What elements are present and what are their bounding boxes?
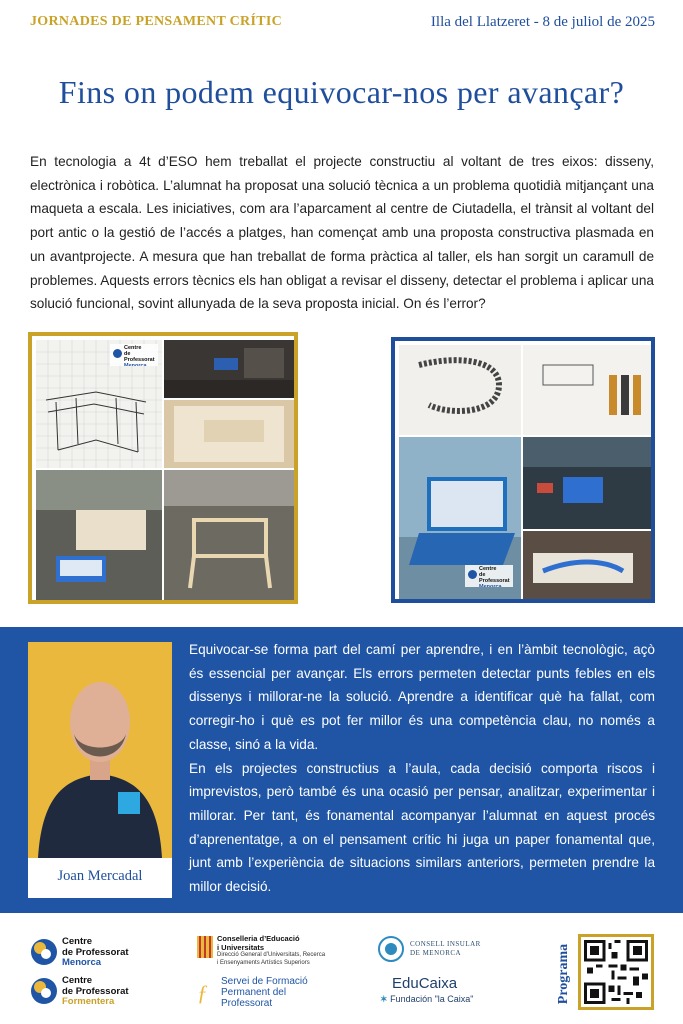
model-track-photo xyxy=(523,531,651,599)
balearic-shield-icon xyxy=(197,936,213,958)
wood-photo xyxy=(164,400,294,468)
sfpp-icon: ƒ xyxy=(197,980,208,1005)
cep-formentera-line2: de Professorat xyxy=(62,985,129,997)
header xyxy=(30,14,655,36)
author-card xyxy=(28,642,172,898)
parking-sketch-photo xyxy=(523,345,651,435)
cep-menorca-logo xyxy=(30,936,140,970)
workshop-photo xyxy=(36,470,162,600)
sfpp-line1: Servei de Formació xyxy=(221,976,308,987)
watermark-line3: Menorca xyxy=(124,363,147,366)
reflection-text xyxy=(189,638,655,899)
conselleria-line3: Direcció General d’Universitats, Recerca xyxy=(217,952,326,958)
author-name: Joan Mercadal xyxy=(57,868,143,884)
conselleria-line1: Conselleria d’Educació xyxy=(217,934,300,943)
place-date: Illa del Llatzeret - 8 de juliol de 2025 xyxy=(430,14,655,30)
consell-emblem-icon xyxy=(378,936,404,962)
electronics-photo xyxy=(523,437,651,529)
cep-formentera-line1: Centre xyxy=(62,975,93,986)
programa-text: Programa xyxy=(556,943,571,1005)
watermark2-line1: Centre xyxy=(479,566,497,572)
left-photo-collage xyxy=(28,332,298,604)
intro-paragraph: En tecnologia a 4t d’ESO hem treballat el projecte constructiu al voltant de tres eixos: disseny, electrònica i robòtica. L’alumnat ha proposat una solució tècnica a un problema quotidià mitjançant una maqueta a escala. Les iniciatives, com ara l’aparcament al centre de Ciutadella, el trànsit al voltant del port antic o la gestió de l’accés a platges, han començat amb una proposta constructiva plasmada en un avantprojecte. A mesura que han treballat de forma pràctica al taller, els han sorgit un caramull de problemes. Aquests errors tècnics els han obligat a revisar el disseny, detectar el problema i aplicar una solució funcional, sovint allunyada de la seva proposta inicial. On és l’error? xyxy=(30,154,654,312)
cep-formentera-line3: Formentera xyxy=(62,996,115,1007)
conselleria-line2: i Universitats xyxy=(217,943,265,952)
event-name: JORNADES DE PENSAMENT CRÍTIC xyxy=(30,14,283,29)
fundacio-logo xyxy=(380,994,500,1008)
reflection-paragraph-2: En els projectes constructius a l’aula, cada decisió comporta riscos i imprevistos, però també és una ocasió per pensar, analitzar, experimentar i millorar. Per tant, és fonamental acompanyar l’alumnat en aquest procés d’aprenentatge, a on el pensament crític hi juga un paper fonamental que, junt amb l’experiència de situacions similars anteriors, permeten prendre la millor decisió. xyxy=(189,760,655,895)
collage-watermark-2 xyxy=(465,565,513,587)
model-frame-photo xyxy=(164,470,294,600)
program-qr-code[interactable] xyxy=(578,934,654,1010)
cep-menorca-icon xyxy=(30,938,58,966)
watermark-line1: Centre xyxy=(124,345,142,351)
cep-menorca-line3: Menorca xyxy=(62,957,102,968)
programa-label xyxy=(556,934,572,1014)
reflection-paragraph-1: Equivocar-se forma part del camí per aprendre, i en l’àmbit tecnològic, açò és essencial per avançar. Els errors permeten detectar punts febles en els dissenys i millorar-ne la solució. Aprendre a identificar què ha fallat, com corregir-ho i què es pot fer millor és una competència clau, no només a classe, sinó a la vida. xyxy=(189,642,655,752)
watermark-line2: de Professorat xyxy=(124,351,155,363)
consell-insular-logo xyxy=(378,936,498,968)
watermark2-line2: de Professorat xyxy=(479,572,510,584)
star-icon: ✶ xyxy=(380,994,388,1004)
desk-photo xyxy=(164,340,294,398)
page-title: Fins on podem equivocar-nos per avançar? xyxy=(58,74,625,110)
cep-formentera-icon xyxy=(30,977,58,1005)
collage-watermark xyxy=(110,344,158,366)
cep-menorca-line2: de Professorat xyxy=(62,946,129,958)
cep-formentera-logo xyxy=(30,975,150,1009)
consell-line2: DE MENORCA xyxy=(410,948,462,957)
author-photo xyxy=(28,642,172,858)
sfpp-line2: Permanent del xyxy=(221,987,287,998)
conselleria-logo xyxy=(197,934,347,972)
consell-line1: CONSELL INSULAR xyxy=(410,940,481,948)
right-photo-collage xyxy=(391,337,655,603)
educaixa-logo: EduCaixa xyxy=(392,975,458,992)
sfpp-line3: Professorat xyxy=(221,998,273,1009)
track-sketch-photo xyxy=(399,345,521,435)
sfpp-logo xyxy=(197,976,337,1012)
fundacio-label: Fundación "la Caixa" xyxy=(390,994,474,1004)
conselleria-line4: i Ensenyaments Artístics Superiors xyxy=(217,959,310,966)
watermark2-line3: Menorca xyxy=(479,584,502,587)
cep-menorca-line1: Centre xyxy=(62,936,93,947)
